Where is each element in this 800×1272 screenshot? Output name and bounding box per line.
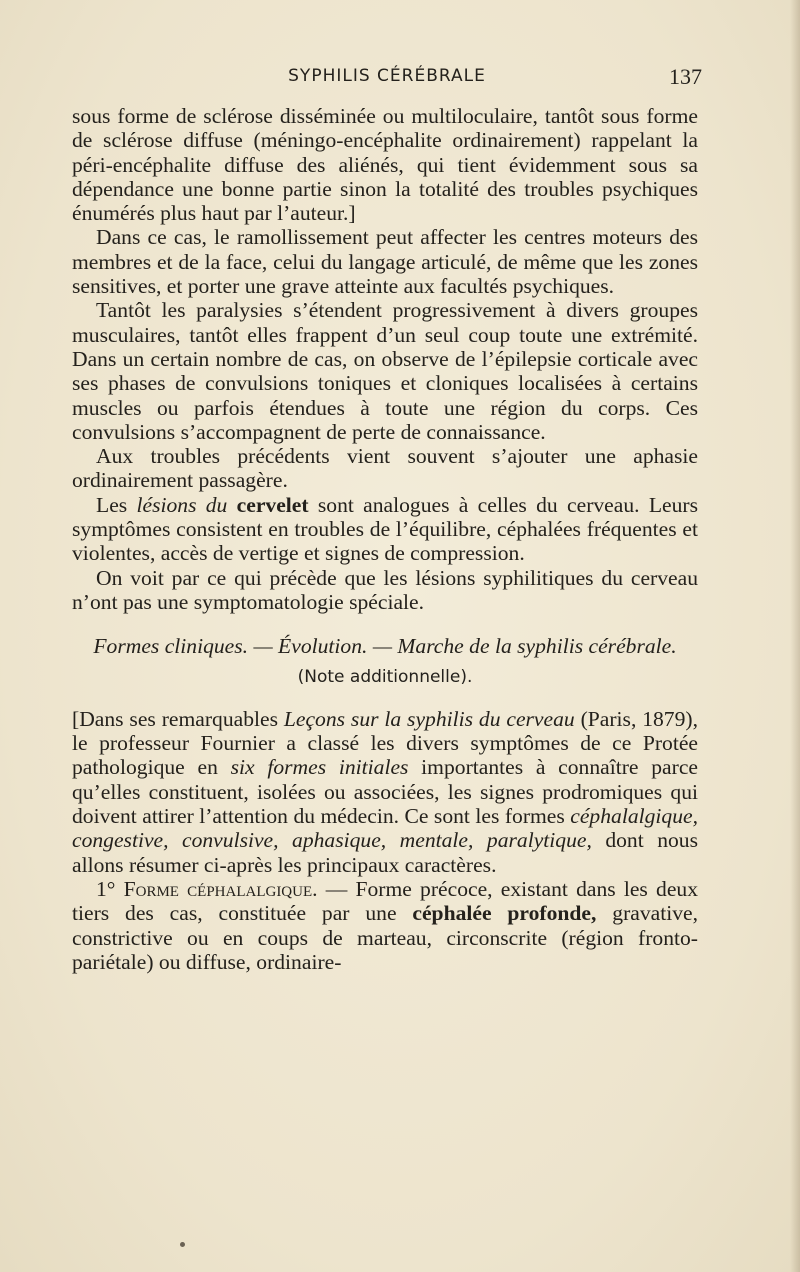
body-text	[72, 104, 698, 974]
paragraph-6: On voit par ce qui précède que les lésions syphilitiques du cerveau n’ont pas une symptomatologie spéciale.	[72, 565, 698, 614]
p7-text-g: dont nous allons résumer ci-après les principaux caractères.	[72, 828, 699, 877]
ink-speck	[180, 1242, 185, 1247]
p8-text-c: — Forme précoce, existant dans les deux tiers des cas, constituée par une	[72, 876, 698, 926]
p5-text-a: Les	[96, 492, 137, 517]
p7-italic-six-formes: six formes initiales	[230, 755, 409, 780]
paragraph-4: Aux troubles précédents vient souvent s’ajouter une aphasie ordinairement passagère.	[72, 444, 698, 493]
paragraph-3: Tantôt les paralysies s’étendent progressivement à divers groupes musculaires, tantôt elles frappent d’un seul coup toute une extrémité. Dans un certain nombre de cas, on observe de l’épilepsie corticale avec ses phases de convulsions toniques et cloniques localisées à certains muscles ou parfois étendues à toute une région du corps. Ces convulsions s’accompagnent de perte de connaissance.	[72, 298, 698, 444]
p7-italic-title: Leçons sur la syphilis du cerveau	[283, 706, 575, 731]
page-gutter-shadow	[790, 0, 800, 1272]
p8-text-e: gravative, constrictive ou en coups de marteau, circonscrite (région fronto-pariétale) ou diffuse, ordinaire-	[72, 901, 698, 974]
section-heading: Formes cliniques. — Évolution. — Marche de la syphilis cérébrale.	[93, 634, 677, 659]
section-note: (Note additionnelle).	[297, 666, 473, 687]
paragraph-8	[72, 877, 698, 974]
p7-italic-forms-list: céphalalgique, congestive, convulsive, aphasique, mentale, paralytique,	[72, 804, 698, 853]
p5-bold-cervelet: cervelet	[227, 492, 309, 517]
p5-text-d: sont analogues à celles du cerveau. Leurs symptômes consistent en troubles de l’équilibre, céphalées fréquentes et violentes, accès de vertige et signes de compression.	[72, 492, 699, 566]
p8-bold-cephalee: céphalée profonde,	[412, 901, 597, 926]
p7-text-c: (Paris, 1879), le professeur Fournier a classé les divers symptômes de ce Protée pathologique en	[72, 706, 698, 780]
paragraph-7	[72, 707, 698, 877]
p7-text-a: [Dans ses remarquables	[72, 706, 284, 731]
page-number: 137	[669, 64, 702, 89]
paragraph-5	[72, 493, 698, 566]
p7-text-e: importantes à connaître parce qu’elles constituent, isolées ou associées, les signes prodromiques qui doivent attirer l’attention du médecin. Ce sont les formes	[72, 755, 698, 829]
running-title: SYPHILIS CÉRÉBRALE	[288, 66, 486, 86]
p8-text-a: 1°	[96, 876, 124, 901]
page-header	[72, 64, 702, 92]
p5-italic-lesions: lésions du	[136, 492, 228, 517]
paragraph-2: Dans ce cas, le ramollissement peut affecter les centres moteurs des membres et de la face, celui du langage articulé, de même que les zones sensitives, et porter une grave atteinte aux facultés psychiques.	[72, 225, 698, 299]
p8-smallcaps-forme: Forme céphalalgique.	[123, 876, 318, 901]
paragraph-1: sous forme de sclérose disséminée ou multiloculaire, tantôt sous forme de sclérose diffuse (méningo-encéphalite ordinairement) rappelant la péri-encéphalite diffuse des aliénés, qui tient évidemment sous sa dépendance une bonne partie sinon la totalité des troubles psychiques énumérés plus haut par l’auteur.]	[72, 104, 698, 226]
